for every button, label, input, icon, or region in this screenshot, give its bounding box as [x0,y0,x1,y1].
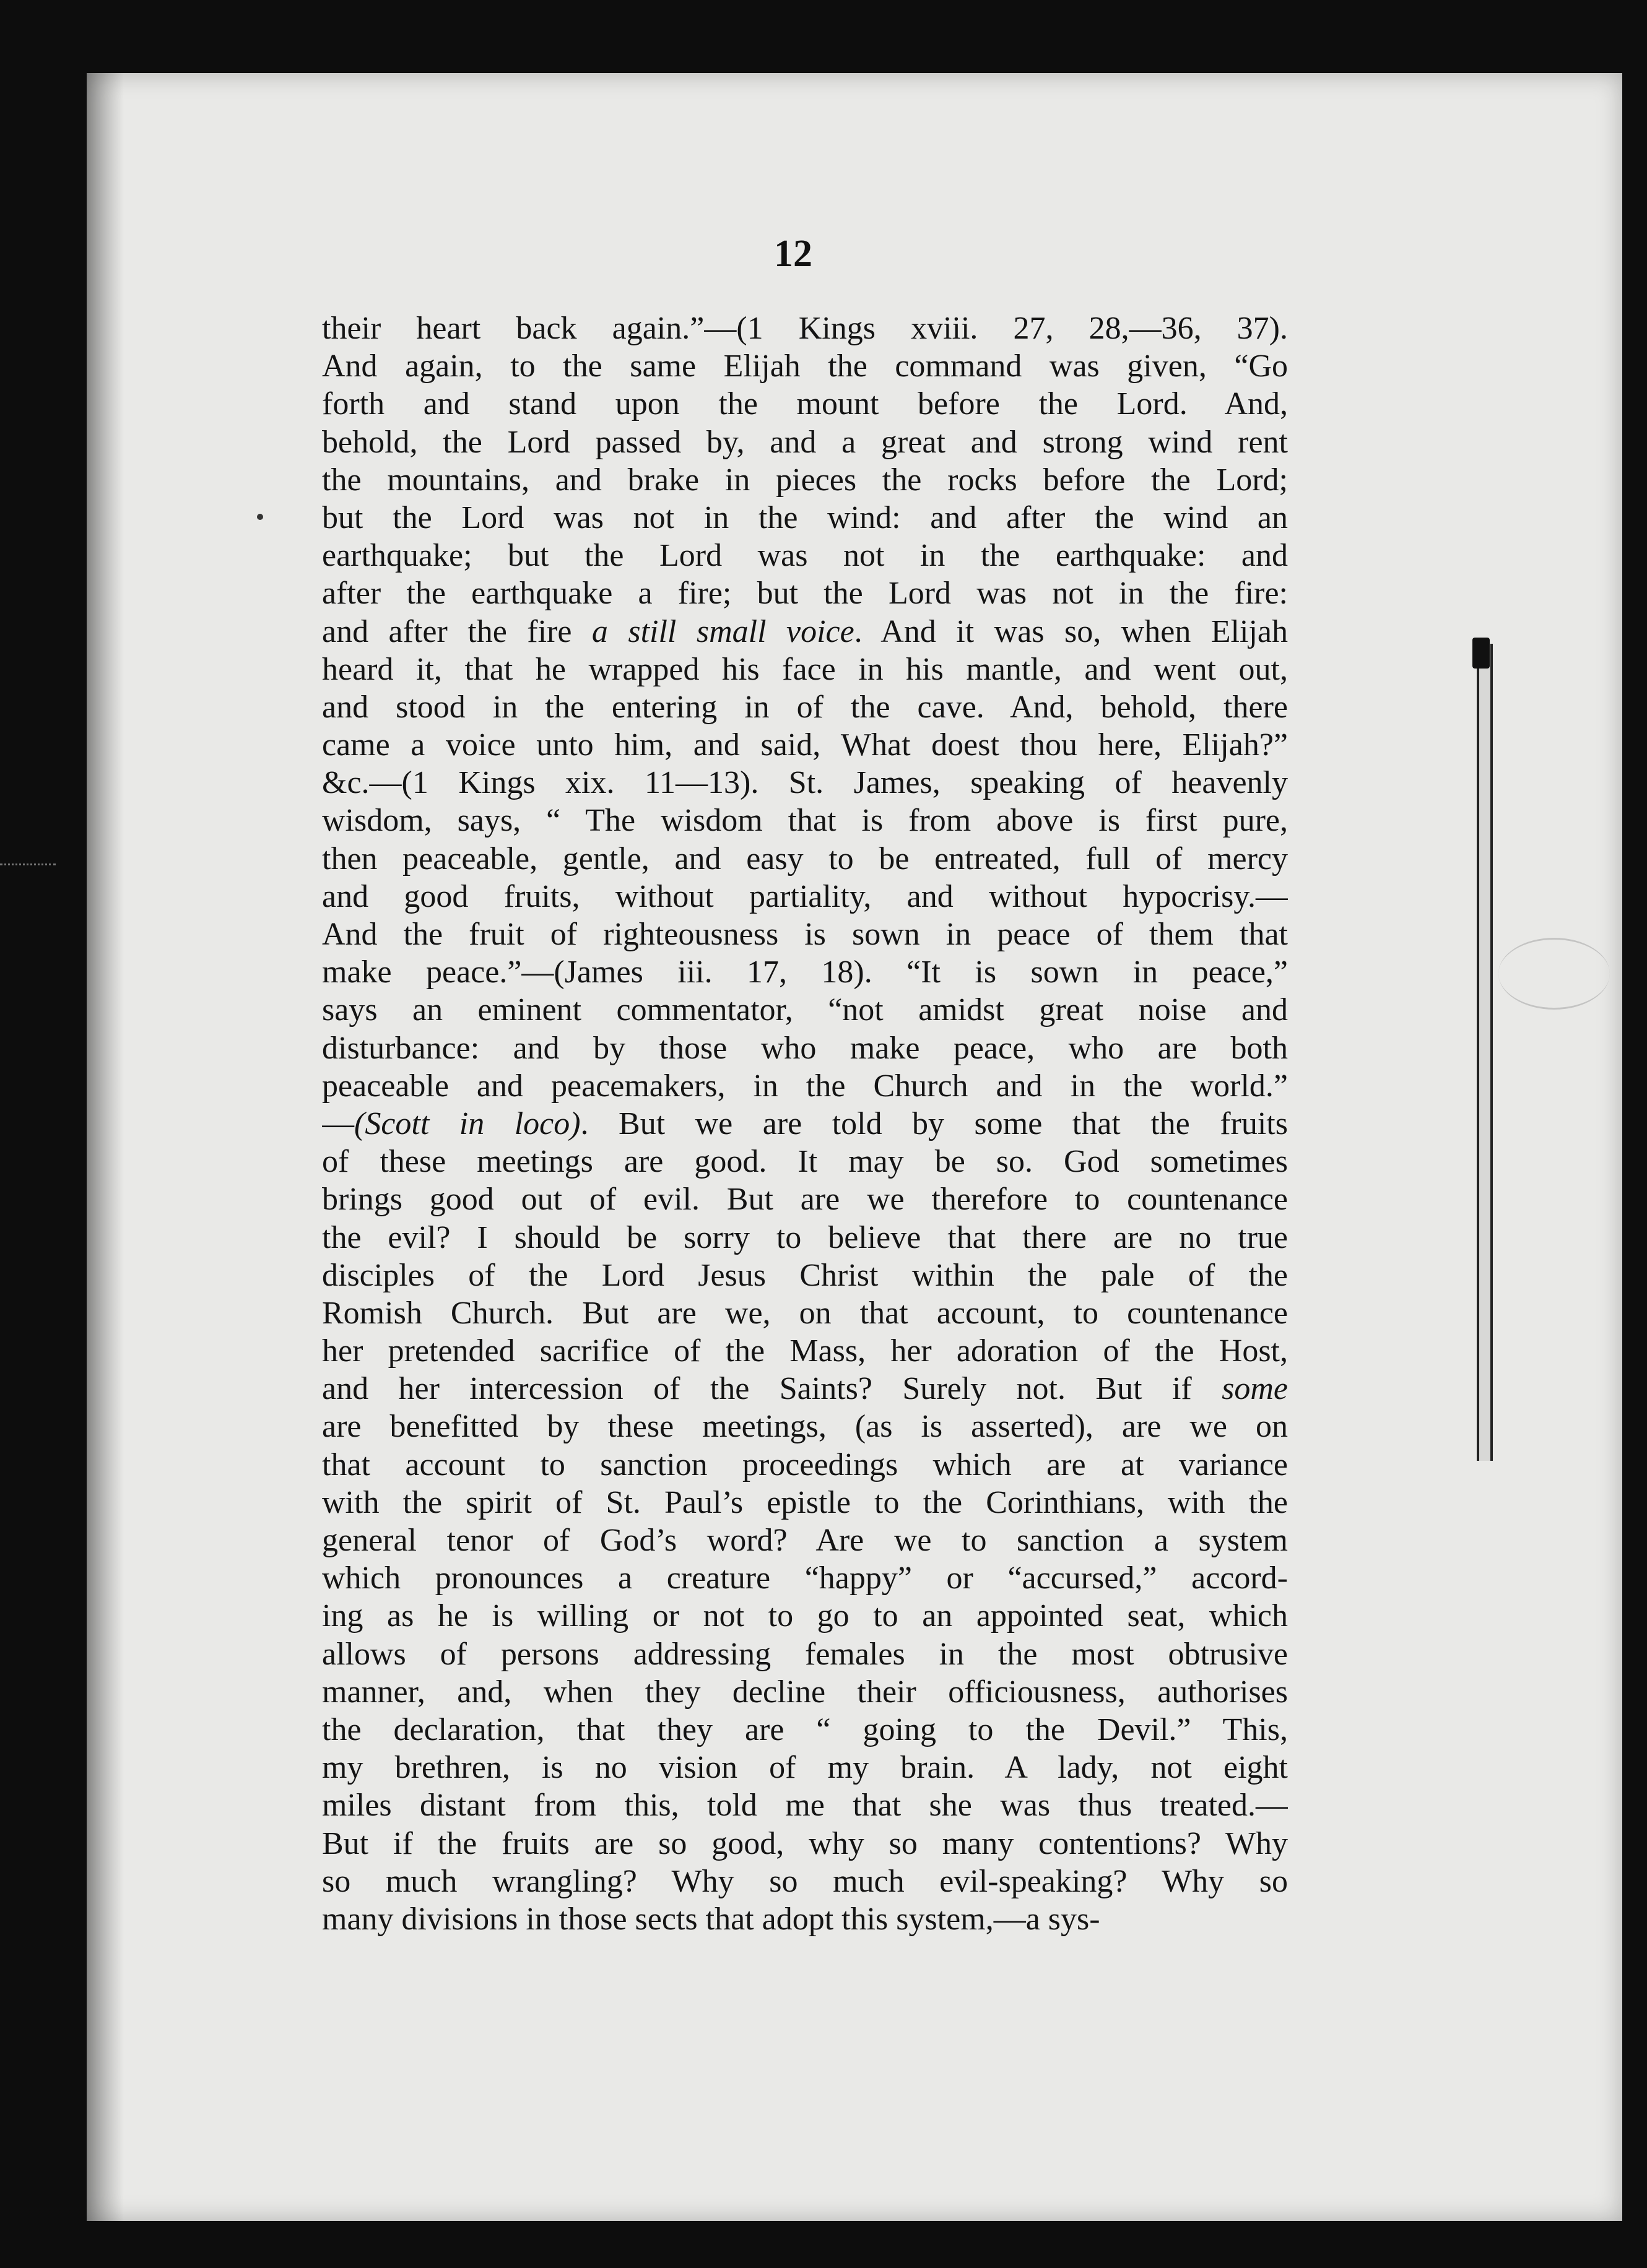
text-line: Romish Church. But are we, on that account, to countenance [322,1295,1288,1331]
text-line: behold, the Lord passed by, and a great and strong wind rent [322,424,1288,460]
text-line: brings good out of evil. But are we therefore to countenance [322,1182,1288,1218]
text-line: then peaceable, gentle, and easy to be entreated, full of mercy [322,841,1288,876]
page-number: 12 [774,233,812,275]
text-line: forth and stand upon the mount before the Lord. And, [322,386,1288,422]
text-line: wisdom, says, “ The wisdom that is from above is first pure, [322,803,1288,839]
margin-bar-top [1472,638,1490,669]
edge-mark [0,863,56,879]
text-line: my brethren, is no vision of my brain. A lady, not eight [322,1750,1288,1786]
text-line: are benefitted by these meetings, (as is asserted), are we on [322,1409,1288,1445]
text-line: And again, to the same Elijah the command was given, “Go [322,348,1288,384]
text-line: disturbance: and by those who make peace, who are both [322,1030,1288,1066]
text-line: earthquake; but the Lord was not in the earthquake: and [322,538,1288,574]
text-line: which pronounces a creature “happy” or “accursed,” accord- [322,1560,1288,1596]
text-line: after the earthquake a fire; but the Lord was not in the fire: [322,576,1288,612]
text-line: but the Lord was not in the wind: and after the wind an [322,500,1288,535]
text-line: And the fruit of righteousness is sown in peace of them that [322,917,1288,952]
thread-mark [1498,938,1610,1010]
text-line: with the spirit of St. Paul’s epistle to the Corinthians, with the [322,1484,1288,1520]
text-line: general tenor of God’s word? Are we to sanction a system [322,1523,1288,1558]
text-line: the evil? I should be sorry to believe that there are no true [322,1219,1288,1255]
text-line: and after the fire a still small voice. And it was so, when Elijah [322,613,1288,649]
text-line: their heart back again.”—(1 Kings xviii. 27, 28,—36, 37). [322,311,1288,346]
text-line: peaceable and peacemakers, in the Church and in the world.” [322,1068,1288,1104]
text-line: that account to sanction proceedings which are at variance [322,1447,1288,1482]
text-line: many divisions in those sects that adopt this system,—a sys- [322,1901,1100,1937]
text-line: came a voice unto him, and said, What doest thou here, Elijah?” [322,727,1288,763]
text-line: her pretended sacrifice of the Mass, her adoration of the Host, [322,1333,1288,1369]
text-line: —(Scott in loco). But we are told by some that the fruits [322,1106,1288,1141]
text-line: and her intercession of the Saints? Surely not. But if some [322,1371,1288,1407]
text-line: the mountains, and brake in pieces the rocks before the Lord; [322,462,1288,498]
text-line: disciples of the Lord Jesus Christ within the pale of the [322,1257,1288,1293]
text-line: the declaration, that they are “ going to the Devil.” This, [322,1712,1288,1747]
text-line: and good fruits, without partiality, and without hypocrisy.— [322,878,1288,914]
text-line: of these meetings are good. It may be so. God sometimes [322,1144,1288,1180]
body-text [322,309,1288,1938]
gutter-shadow [87,73,124,2221]
text-line: &c.—(1 Kings xix. 11—13). St. James, speaking of heavenly [322,765,1288,801]
text-line: miles distant from this, told me that she was thus treated.— [322,1788,1288,1824]
margin-bar [1477,644,1493,1461]
text-line: heard it, that he wrapped his face in his mantle, and went out, [322,651,1288,687]
text-line: manner, and, when they decline their officiousness, authorises [322,1674,1288,1710]
text-line: allows of persons addressing females in the most obtrusive [322,1636,1288,1672]
margin-dot [257,514,263,520]
text-line: ing as he is willing or not to go to an appointed seat, which [322,1598,1288,1634]
text-line: make peace.”—(James iii. 17, 18). “It is sown in peace,” [322,954,1288,990]
text-line: so much wrangling? Why so much evil-speaking? Why so [322,1863,1288,1899]
text-line: and stood in the entering in of the cave. And, behold, there [322,689,1288,725]
text-line: says an eminent commentator, “not amidst great noise and [322,992,1288,1028]
text-line: But if the fruits are so good, why so many contentions? Why [322,1825,1288,1861]
